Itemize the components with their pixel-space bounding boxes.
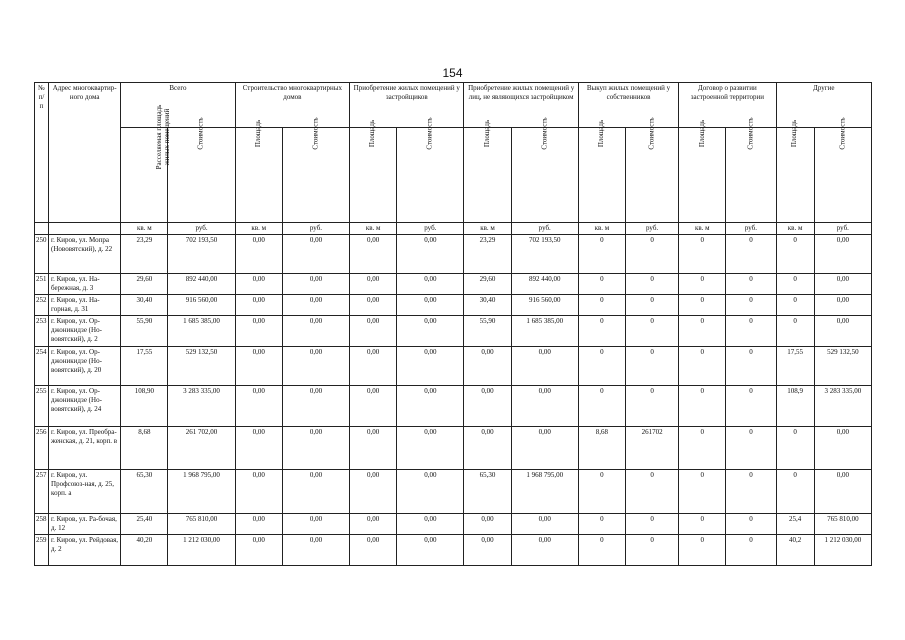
subheader-cost: Стоимость <box>511 128 578 223</box>
value-cell: 108,90 <box>121 386 168 427</box>
unit-cell: кв. м <box>776 223 814 235</box>
value-cell: 0,00 <box>464 514 511 535</box>
value-cell: 0 <box>626 316 679 347</box>
value-cell: 0 <box>679 347 726 386</box>
value-cell: 0 <box>626 295 679 316</box>
table-row <box>35 347 872 386</box>
subheader-cost: Стоимость <box>397 128 464 223</box>
header-num: № п/п <box>35 83 49 223</box>
value-cell: 0,00 <box>282 427 349 470</box>
value-cell: 0,00 <box>350 386 397 427</box>
subheader-cost: Стоимость <box>626 128 679 223</box>
value-cell: 0,00 <box>397 514 464 535</box>
header-other: Другие <box>776 83 871 128</box>
value-cell: 0 <box>776 274 814 295</box>
table-row <box>35 514 872 535</box>
value-cell: 1 968 795,00 <box>168 470 235 514</box>
value-cell: 65,30 <box>464 470 511 514</box>
row-number: 258 <box>35 514 49 535</box>
unit-cell: руб. <box>168 223 235 235</box>
table-body <box>35 235 872 566</box>
value-cell: 0,00 <box>397 274 464 295</box>
value-cell: 0,00 <box>235 470 282 514</box>
row-address: г. Киров, ул. Ор-джоникидзе (Но-вовятский), д. 24 <box>49 386 121 427</box>
row-number: 259 <box>35 535 49 566</box>
value-cell: 0 <box>578 274 625 295</box>
row-address: г. Киров, ул. Профсоюз-ная, д. 25, корп. а <box>49 470 121 514</box>
row-address: г. Киров, ул. На-бережная, д. 3 <box>49 274 121 295</box>
value-cell: 916 560,00 <box>168 295 235 316</box>
value-cell: 40,2 <box>776 535 814 566</box>
value-cell: 0 <box>578 514 625 535</box>
value-cell: 0,00 <box>282 514 349 535</box>
value-cell: 529 132,50 <box>814 347 871 386</box>
value-cell: 23,29 <box>121 235 168 274</box>
page-number: 154 <box>442 66 463 80</box>
value-cell: 0,00 <box>464 386 511 427</box>
value-cell: 3 283 335,00 <box>814 386 871 427</box>
value-cell: 0,00 <box>235 316 282 347</box>
value-cell: 0 <box>776 427 814 470</box>
value-cell: 0,00 <box>814 316 871 347</box>
value-cell: 0,00 <box>464 427 511 470</box>
value-cell: 25,4 <box>776 514 814 535</box>
value-cell: 1 212 030,00 <box>814 535 871 566</box>
value-cell: 0,00 <box>814 295 871 316</box>
value-cell: 0,00 <box>235 535 282 566</box>
value-cell: 0,00 <box>350 235 397 274</box>
value-cell: 0,00 <box>235 274 282 295</box>
value-cell: 0 <box>626 347 679 386</box>
value-cell: 0,00 <box>511 347 578 386</box>
value-cell: 765 810,00 <box>814 514 871 535</box>
header-address: Адрес многоквартир-ного дома <box>49 83 121 223</box>
value-cell: 0 <box>726 470 776 514</box>
value-cell: 108,9 <box>776 386 814 427</box>
value-cell: 0 <box>776 470 814 514</box>
value-cell: 30,40 <box>464 295 511 316</box>
row-number: 253 <box>35 316 49 347</box>
unit-cell: кв. м <box>578 223 625 235</box>
table-row <box>35 470 872 514</box>
value-cell: 0 <box>776 295 814 316</box>
value-cell: 0 <box>726 535 776 566</box>
value-cell: 0,00 <box>282 470 349 514</box>
value-cell: 261702 <box>626 427 679 470</box>
value-cell: 1 968 795,00 <box>511 470 578 514</box>
value-cell: 0 <box>679 295 726 316</box>
value-cell: 0,00 <box>511 427 578 470</box>
value-cell: 0 <box>626 386 679 427</box>
row-number: 252 <box>35 295 49 316</box>
value-cell: 40,20 <box>121 535 168 566</box>
resettlement-table <box>34 82 872 566</box>
value-cell: 0,00 <box>511 514 578 535</box>
value-cell: 0 <box>679 386 726 427</box>
value-cell: 0,00 <box>397 386 464 427</box>
value-cell: 0,00 <box>282 535 349 566</box>
table-row <box>35 295 872 316</box>
row-address: г. Киров, ул. Рейдовая, д. 2 <box>49 535 121 566</box>
value-cell: 0 <box>626 535 679 566</box>
value-cell: 261 702,00 <box>168 427 235 470</box>
row-address: г. Киров, ул. Ор-джоникидзе (Но-вовятский), д. 20 <box>49 347 121 386</box>
subheader-area: Площадь <box>679 128 726 223</box>
value-cell: 0 <box>679 427 726 470</box>
unit-cell: кв. м <box>350 223 397 235</box>
value-cell: 0,00 <box>814 427 871 470</box>
row-address: г. Киров, ул. Ра-бочая, д. 12 <box>49 514 121 535</box>
value-cell: 0 <box>726 514 776 535</box>
value-cell: 702 193,50 <box>511 235 578 274</box>
value-cell: 0 <box>578 316 625 347</box>
value-cell: 17,55 <box>121 347 168 386</box>
value-cell: 0 <box>776 235 814 274</box>
value-cell: 0 <box>726 295 776 316</box>
value-cell: 0 <box>726 386 776 427</box>
table-row <box>35 386 872 427</box>
unit-cell: кв. м <box>235 223 282 235</box>
table-row <box>35 274 872 295</box>
value-cell: 0 <box>578 535 625 566</box>
value-cell: 0 <box>679 514 726 535</box>
unit-cell: руб. <box>397 223 464 235</box>
header-buyout: Выкуп жилых помещений у собственников <box>578 83 678 128</box>
row-number: 256 <box>35 427 49 470</box>
value-cell: 8,68 <box>121 427 168 470</box>
value-cell: 0 <box>679 274 726 295</box>
value-cell: 0 <box>578 470 625 514</box>
subheader-area: Площадь <box>464 128 511 223</box>
row-number: 254 <box>35 347 49 386</box>
row-address: г. Киров, ул. Мопра (Нововятский), д. 22 <box>49 235 121 274</box>
value-cell: 0,00 <box>464 347 511 386</box>
value-cell: 0,00 <box>350 535 397 566</box>
row-number: 255 <box>35 386 49 427</box>
value-cell: 55,90 <box>464 316 511 347</box>
value-cell: 529 132,50 <box>168 347 235 386</box>
value-cell: 0,00 <box>511 386 578 427</box>
value-cell: 0 <box>578 235 625 274</box>
value-cell: 0 <box>679 470 726 514</box>
value-cell: 0,00 <box>397 470 464 514</box>
value-cell: 55,90 <box>121 316 168 347</box>
header-construction: Строительство многоквартирных домов <box>235 83 349 128</box>
value-cell: 0 <box>578 295 625 316</box>
row-number: 250 <box>35 235 49 274</box>
value-cell: 0,00 <box>235 514 282 535</box>
value-cell: 0,00 <box>397 427 464 470</box>
value-cell: 892 440,00 <box>168 274 235 295</box>
unit-cell: кв. м <box>464 223 511 235</box>
value-cell: 0,00 <box>282 386 349 427</box>
value-cell: 0 <box>626 514 679 535</box>
value-cell: 0 <box>626 274 679 295</box>
subheader-area: Площадь <box>350 128 397 223</box>
value-cell: 8,68 <box>578 427 625 470</box>
value-cell: 0 <box>626 470 679 514</box>
value-cell: 0 <box>679 235 726 274</box>
value-cell: 765 810,00 <box>168 514 235 535</box>
row-address: г. Киров, ул. Преобра-женская, д. 21, корп. в <box>49 427 121 470</box>
value-cell: 0 <box>726 347 776 386</box>
row-number: 251 <box>35 274 49 295</box>
value-cell: 0,00 <box>282 235 349 274</box>
value-cell: 0,00 <box>235 235 282 274</box>
subheader-area: Площадь <box>578 128 625 223</box>
value-cell: 702 193,50 <box>168 235 235 274</box>
header-acq-nondev: Приобретение жилых помещений у лиц, не являющихся застройщиком <box>464 83 578 128</box>
value-cell: 0,00 <box>814 470 871 514</box>
value-cell: 0,00 <box>235 386 282 427</box>
value-cell: 0,00 <box>397 235 464 274</box>
value-cell: 29,60 <box>464 274 511 295</box>
unit-cell: руб. <box>814 223 871 235</box>
header-total: Всего <box>121 83 235 128</box>
header-acq-dev: Приобретение жилых помещений у застройщиков <box>350 83 464 128</box>
value-cell: 0 <box>578 386 625 427</box>
value-cell: 0,00 <box>464 535 511 566</box>
value-cell: 0 <box>726 235 776 274</box>
value-cell: 0,00 <box>397 347 464 386</box>
value-cell: 0 <box>776 316 814 347</box>
value-cell: 3 283 335,00 <box>168 386 235 427</box>
value-cell: 0,00 <box>282 347 349 386</box>
value-cell: 65,30 <box>121 470 168 514</box>
value-cell: 0,00 <box>350 274 397 295</box>
value-cell: 29,60 <box>121 274 168 295</box>
subheader-area: Площадь <box>235 128 282 223</box>
value-cell: 0,00 <box>350 427 397 470</box>
value-cell: 0 <box>578 347 625 386</box>
value-cell: 0,00 <box>814 235 871 274</box>
value-cell: 892 440,00 <box>511 274 578 295</box>
value-cell: 0 <box>726 427 776 470</box>
value-cell: 0,00 <box>235 427 282 470</box>
row-number: 257 <box>35 470 49 514</box>
value-cell: 0 <box>726 316 776 347</box>
value-cell: 1 685 385,00 <box>511 316 578 347</box>
value-cell: 0,00 <box>282 295 349 316</box>
value-cell: 0,00 <box>235 295 282 316</box>
value-cell: 1 212 030,00 <box>168 535 235 566</box>
value-cell: 0,00 <box>282 274 349 295</box>
unit-cell: руб. <box>511 223 578 235</box>
value-cell: 0,00 <box>814 274 871 295</box>
value-cell: 0,00 <box>282 316 349 347</box>
row-address: г. Киров, ул. Ор-джоникидзе (Но-вовятский), д. 2 <box>49 316 121 347</box>
subheader-area: Площадь <box>776 128 814 223</box>
unit-cell: руб. <box>626 223 679 235</box>
value-cell: 0,00 <box>350 470 397 514</box>
unit-cell: кв. м <box>121 223 168 235</box>
table-row <box>35 316 872 347</box>
value-cell: 0,00 <box>350 514 397 535</box>
value-cell: 0,00 <box>350 347 397 386</box>
header-territory: Договор о развитии застроенной территории <box>679 83 776 128</box>
subheader-resettled-area: Расселяемая площадь жилых помещений <box>121 128 168 223</box>
value-cell: 0,00 <box>511 535 578 566</box>
value-cell: 17,55 <box>776 347 814 386</box>
subheader-cost: Стоимость <box>726 128 776 223</box>
subheader-cost: Стоимость <box>168 128 235 223</box>
value-cell: 0,00 <box>235 347 282 386</box>
value-cell: 0 <box>726 274 776 295</box>
value-cell: 23,29 <box>464 235 511 274</box>
unit-cell: руб. <box>726 223 776 235</box>
value-cell: 916 560,00 <box>511 295 578 316</box>
value-cell: 0,00 <box>397 295 464 316</box>
subheader-cost: Стоимость <box>282 128 349 223</box>
table-row <box>35 427 872 470</box>
table-row <box>35 235 872 274</box>
value-cell: 30,40 <box>121 295 168 316</box>
value-cell: 0,00 <box>350 295 397 316</box>
value-cell: 1 685 385,00 <box>168 316 235 347</box>
value-cell: 0 <box>626 235 679 274</box>
table-row <box>35 535 872 566</box>
value-cell: 0,00 <box>350 316 397 347</box>
value-cell: 0 <box>679 316 726 347</box>
value-cell: 0,00 <box>397 316 464 347</box>
value-cell: 0,00 <box>397 535 464 566</box>
value-cell: 0 <box>679 535 726 566</box>
unit-cell: кв. м <box>679 223 726 235</box>
unit-cell: руб. <box>282 223 349 235</box>
value-cell: 25,40 <box>121 514 168 535</box>
row-address: г. Киров, ул. На-горная, д. 31 <box>49 295 121 316</box>
subheader-cost: Стоимость <box>814 128 871 223</box>
